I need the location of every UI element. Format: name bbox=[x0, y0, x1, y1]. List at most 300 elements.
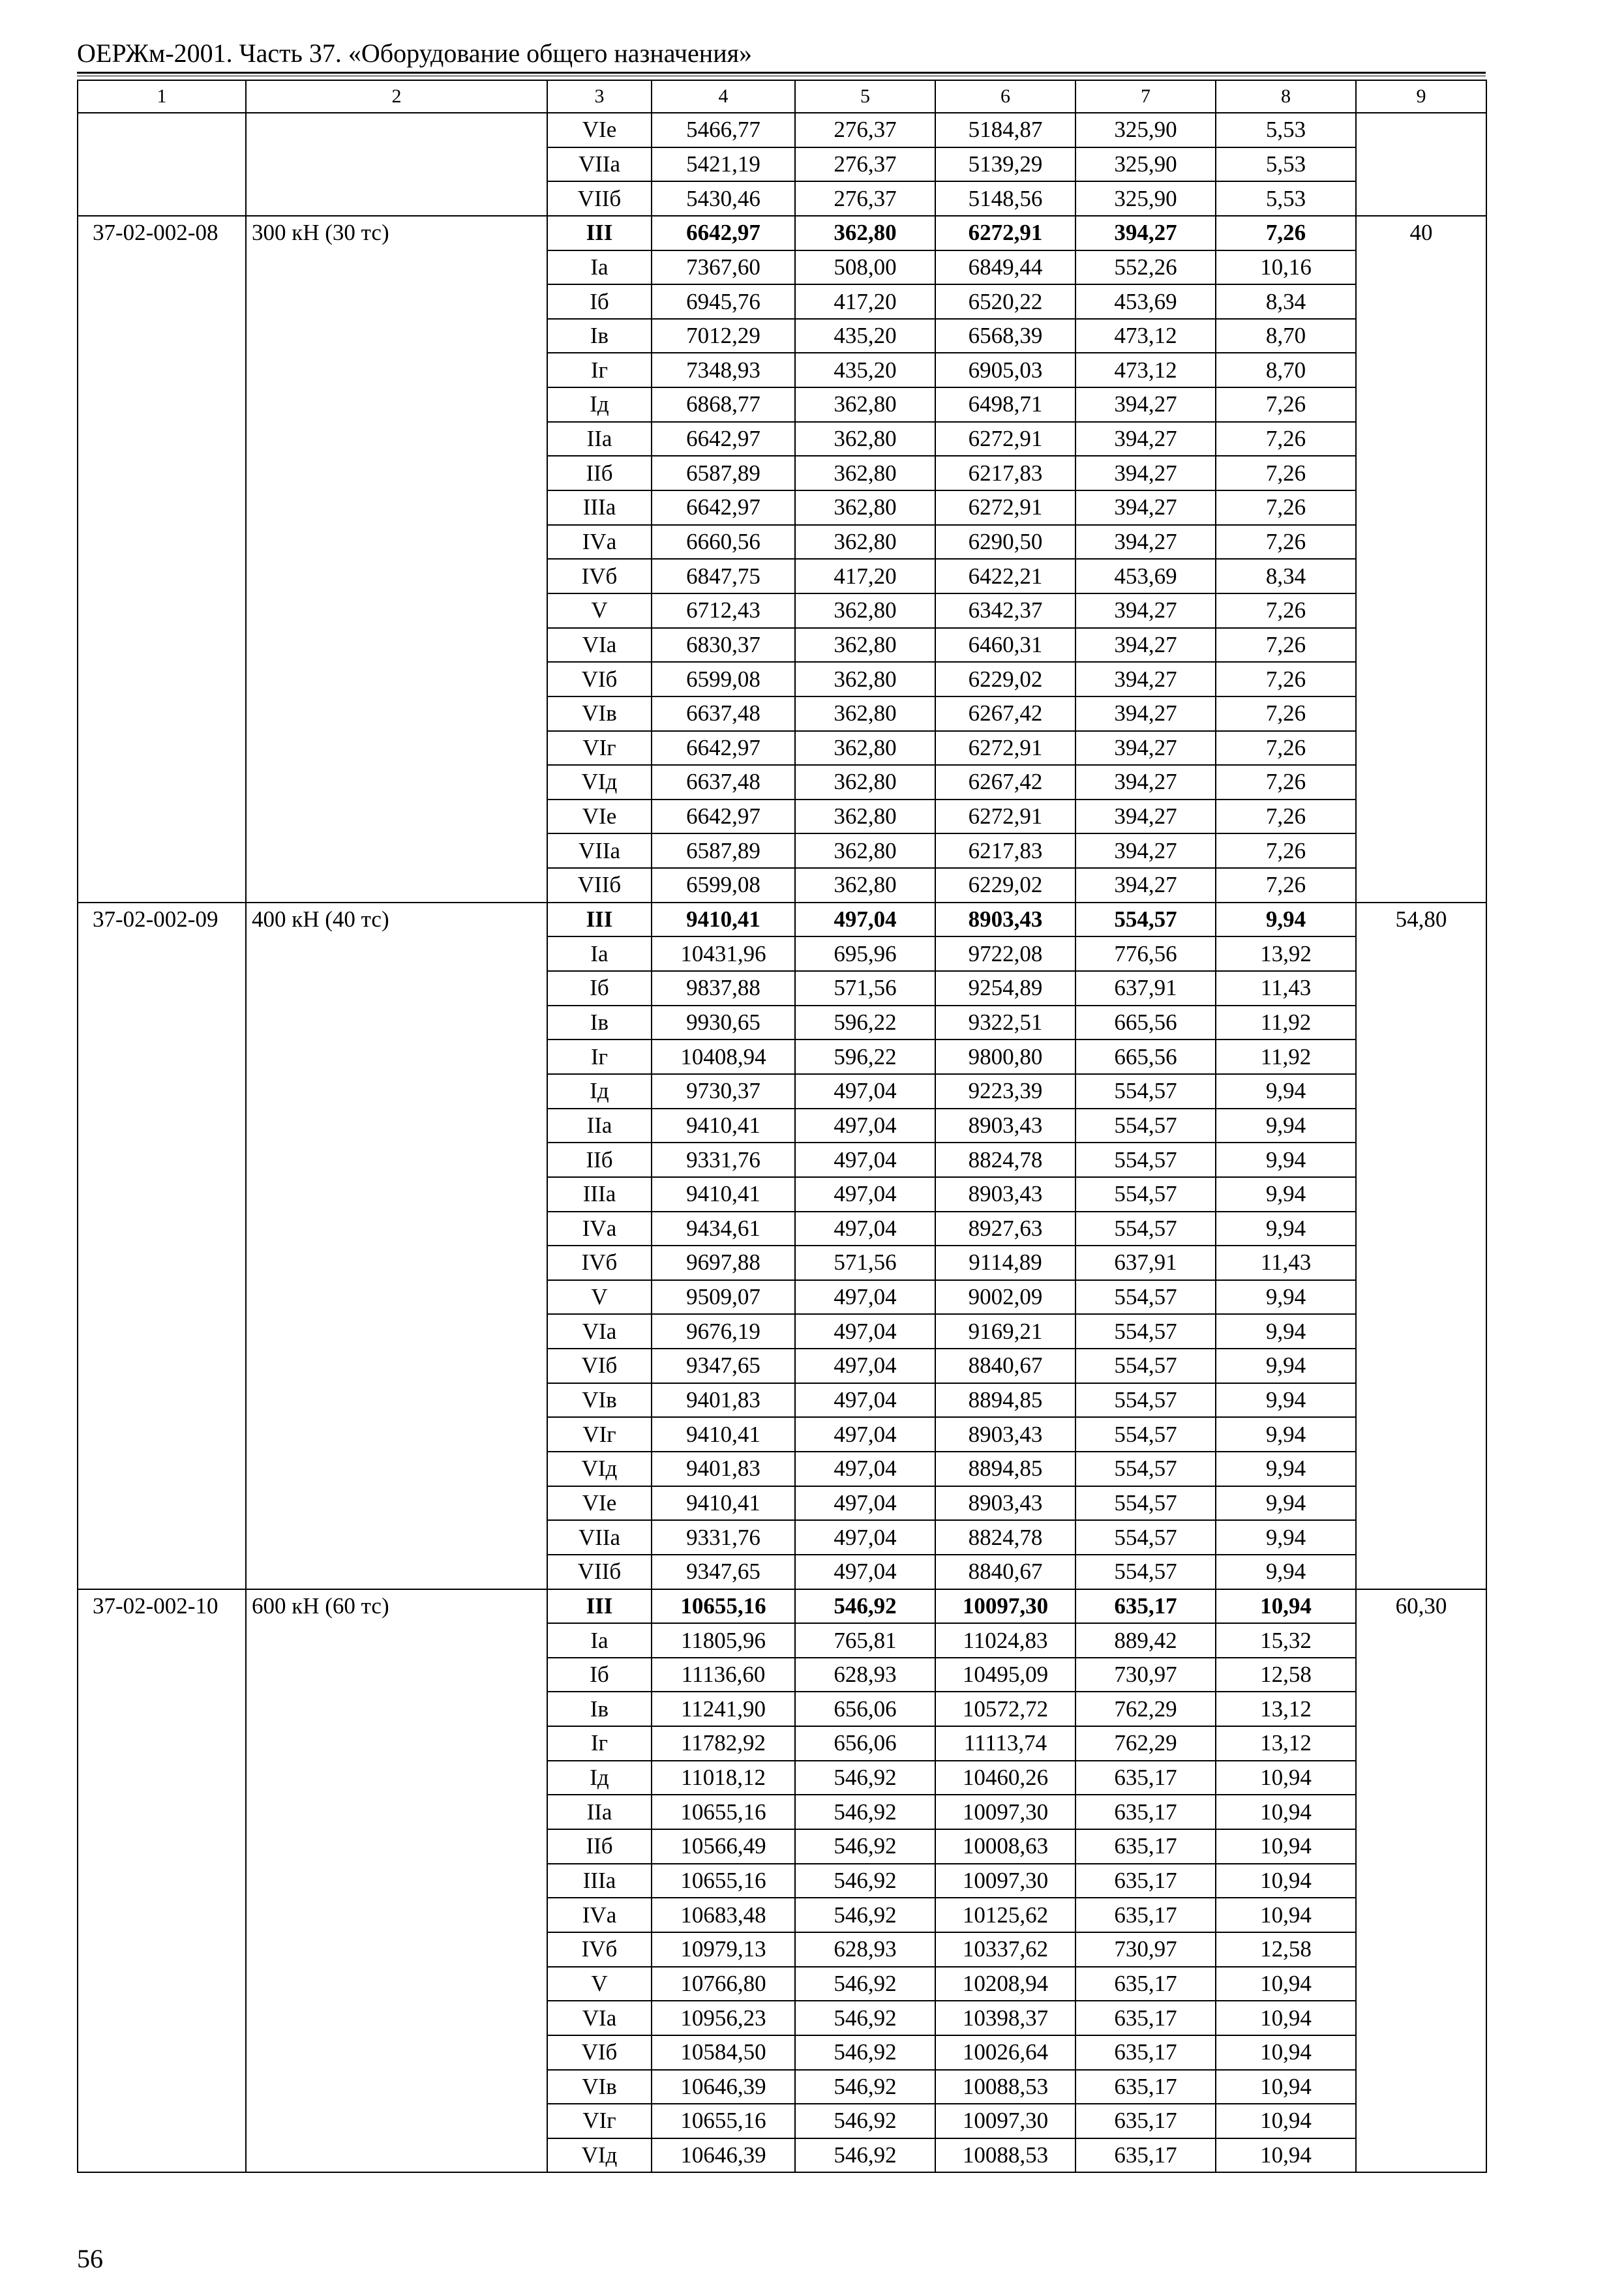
value-cell: 362,80 bbox=[795, 800, 935, 834]
zone-cell: VIIа bbox=[547, 833, 652, 868]
value-cell: 730,97 bbox=[1075, 1658, 1216, 1692]
table-row bbox=[78, 216, 1486, 250]
value-cell: 394,27 bbox=[1075, 422, 1216, 456]
value-cell: 394,27 bbox=[1075, 696, 1216, 731]
value-cell: 635,17 bbox=[1075, 1864, 1216, 1898]
value-cell: 11024,83 bbox=[935, 1623, 1075, 1658]
zone-cell: IIа bbox=[547, 1795, 652, 1829]
value-cell: 6642,97 bbox=[652, 800, 795, 834]
column9-cell: 60,30 bbox=[1356, 1589, 1486, 2173]
column-number: 7 bbox=[1075, 80, 1216, 113]
value-cell: 10,16 bbox=[1216, 250, 1356, 285]
value-cell: 394,27 bbox=[1075, 525, 1216, 560]
value-cell: 9,94 bbox=[1216, 1349, 1356, 1383]
zone-cell: VIе bbox=[547, 1486, 652, 1521]
zone-cell: VIе bbox=[547, 113, 652, 147]
value-cell: 497,04 bbox=[795, 1177, 935, 1212]
zone-cell: Iв bbox=[547, 1006, 652, 1040]
value-cell: 6520,22 bbox=[935, 284, 1075, 319]
value-cell: 7,26 bbox=[1216, 628, 1356, 663]
value-cell: 362,80 bbox=[795, 422, 935, 456]
value-cell: 10,94 bbox=[1216, 1864, 1356, 1898]
zone-cell: VIд bbox=[547, 765, 652, 800]
value-cell: 9722,08 bbox=[935, 936, 1075, 971]
rate-code-cell: 37-02-002-09 bbox=[78, 903, 246, 1589]
column-number: 6 bbox=[935, 80, 1075, 113]
value-cell: 9322,51 bbox=[935, 1006, 1075, 1040]
value-cell: 762,29 bbox=[1075, 1726, 1216, 1761]
value-cell: 11,43 bbox=[1216, 971, 1356, 1006]
value-cell: 10566,49 bbox=[652, 1829, 795, 1864]
value-cell: 628,93 bbox=[795, 1932, 935, 1967]
value-cell: 9800,80 bbox=[935, 1040, 1075, 1074]
value-cell: 6642,97 bbox=[652, 731, 795, 766]
value-cell: 762,29 bbox=[1075, 1692, 1216, 1726]
value-cell: 10097,30 bbox=[935, 2104, 1075, 2138]
price-table bbox=[77, 80, 1487, 2173]
value-cell: 362,80 bbox=[795, 868, 935, 903]
zone-cell: VIд bbox=[547, 2138, 652, 2173]
value-cell: 13,12 bbox=[1216, 1692, 1356, 1726]
value-cell: 9,94 bbox=[1216, 1177, 1356, 1212]
value-cell: 635,17 bbox=[1075, 1589, 1216, 1624]
value-cell: 497,04 bbox=[795, 1109, 935, 1143]
value-cell: 9,94 bbox=[1216, 1486, 1356, 1521]
value-cell: 394,27 bbox=[1075, 216, 1216, 250]
zone-cell: Iд bbox=[547, 1761, 652, 1795]
value-cell: 394,27 bbox=[1075, 456, 1216, 490]
value-cell: 497,04 bbox=[795, 1383, 935, 1418]
value-cell: 7,26 bbox=[1216, 525, 1356, 560]
value-cell: 10088,53 bbox=[935, 2070, 1075, 2104]
value-cell: 497,04 bbox=[795, 1280, 935, 1315]
value-cell: 8903,43 bbox=[935, 1177, 1075, 1212]
value-cell: 453,69 bbox=[1075, 559, 1216, 593]
value-cell: 554,57 bbox=[1075, 1143, 1216, 1177]
value-cell: 6637,48 bbox=[652, 696, 795, 731]
value-cell: 10,94 bbox=[1216, 1898, 1356, 1932]
value-cell: 10495,09 bbox=[935, 1658, 1075, 1692]
value-cell: 7,26 bbox=[1216, 731, 1356, 766]
value-cell: 497,04 bbox=[795, 1074, 935, 1109]
value-cell: 6229,02 bbox=[935, 662, 1075, 696]
value-cell: 9,94 bbox=[1216, 1555, 1356, 1589]
value-cell: 776,56 bbox=[1075, 936, 1216, 971]
value-cell: 435,20 bbox=[795, 319, 935, 353]
value-cell: 635,17 bbox=[1075, 2001, 1216, 2035]
value-cell: 10337,62 bbox=[935, 1932, 1075, 1967]
zone-cell: IIа bbox=[547, 422, 652, 456]
value-cell: 554,57 bbox=[1075, 1520, 1216, 1555]
value-cell: 635,17 bbox=[1075, 1795, 1216, 1829]
zone-cell: VIа bbox=[547, 1314, 652, 1349]
value-cell: 497,04 bbox=[795, 1417, 935, 1452]
value-cell: 12,58 bbox=[1216, 1658, 1356, 1692]
value-cell: 546,92 bbox=[795, 1589, 935, 1624]
value-cell: 6587,89 bbox=[652, 833, 795, 868]
value-cell: 9331,76 bbox=[652, 1520, 795, 1555]
value-cell: 6587,89 bbox=[652, 456, 795, 490]
value-cell: 10,94 bbox=[1216, 2104, 1356, 2138]
value-cell: 6945,76 bbox=[652, 284, 795, 319]
value-cell: 497,04 bbox=[795, 1314, 935, 1349]
zone-cell: VIIа bbox=[547, 1520, 652, 1555]
column-number: 5 bbox=[795, 80, 935, 113]
value-cell: 5,53 bbox=[1216, 113, 1356, 147]
value-cell: 6642,97 bbox=[652, 216, 795, 250]
value-cell: 554,57 bbox=[1075, 1212, 1216, 1246]
value-cell: 9331,76 bbox=[652, 1143, 795, 1177]
column-number: 2 bbox=[246, 80, 547, 113]
column-number: 4 bbox=[652, 80, 795, 113]
value-cell: 6637,48 bbox=[652, 765, 795, 800]
value-cell: 11018,12 bbox=[652, 1761, 795, 1795]
value-cell: 695,96 bbox=[795, 936, 935, 971]
zone-cell: VIIб bbox=[547, 868, 652, 903]
value-cell: 9,94 bbox=[1216, 1212, 1356, 1246]
value-cell: 9254,89 bbox=[935, 971, 1075, 1006]
zone-cell: VIд bbox=[547, 1452, 652, 1486]
value-cell: 546,92 bbox=[795, 1795, 935, 1829]
value-cell: 394,27 bbox=[1075, 800, 1216, 834]
zone-cell: Iд bbox=[547, 387, 652, 422]
value-cell: 6905,03 bbox=[935, 353, 1075, 387]
value-cell: 362,80 bbox=[795, 456, 935, 490]
value-cell: 10766,80 bbox=[652, 1967, 795, 2001]
value-cell: 7,26 bbox=[1216, 593, 1356, 628]
value-cell: 6342,37 bbox=[935, 593, 1075, 628]
zone-cell: IVа bbox=[547, 1898, 652, 1932]
value-cell: 6660,56 bbox=[652, 525, 795, 560]
table-row bbox=[78, 113, 1486, 147]
value-cell: 635,17 bbox=[1075, 2138, 1216, 2173]
value-cell: 6642,97 bbox=[652, 422, 795, 456]
value-cell: 765,81 bbox=[795, 1623, 935, 1658]
value-cell: 497,04 bbox=[795, 1555, 935, 1589]
value-cell: 546,92 bbox=[795, 2070, 935, 2104]
value-cell: 6847,75 bbox=[652, 559, 795, 593]
zone-cell: IVа bbox=[547, 525, 652, 560]
value-cell: 276,37 bbox=[795, 113, 935, 147]
zone-cell: VIг bbox=[547, 2104, 652, 2138]
value-cell: 6290,50 bbox=[935, 525, 1075, 560]
column-number-row bbox=[78, 80, 1486, 113]
zone-cell: VIв bbox=[547, 1383, 652, 1418]
value-cell: 6229,02 bbox=[935, 868, 1075, 903]
value-cell: 5421,19 bbox=[652, 147, 795, 182]
value-cell: 637,91 bbox=[1075, 1246, 1216, 1280]
value-cell: 8894,85 bbox=[935, 1452, 1075, 1486]
zone-cell: Iг bbox=[547, 353, 652, 387]
value-cell: 6272,91 bbox=[935, 731, 1075, 766]
zone-cell: Iг bbox=[547, 1040, 652, 1074]
value-cell: 10,94 bbox=[1216, 1761, 1356, 1795]
value-cell: 7,26 bbox=[1216, 387, 1356, 422]
value-cell: 554,57 bbox=[1075, 1555, 1216, 1589]
value-cell: 730,97 bbox=[1075, 1932, 1216, 1967]
rate-code-cell: 37-02-002-10 bbox=[78, 1589, 246, 2173]
value-cell: 552,26 bbox=[1075, 250, 1216, 285]
value-cell: 394,27 bbox=[1075, 628, 1216, 663]
zone-cell: Iа bbox=[547, 250, 652, 285]
table-row bbox=[78, 903, 1486, 937]
value-cell: 9347,65 bbox=[652, 1555, 795, 1589]
value-cell: 9114,89 bbox=[935, 1246, 1075, 1280]
zone-cell: IIIа bbox=[547, 1864, 652, 1898]
value-cell: 362,80 bbox=[795, 662, 935, 696]
value-cell: 497,04 bbox=[795, 903, 935, 937]
value-cell: 362,80 bbox=[795, 593, 935, 628]
zone-cell: VIа bbox=[547, 628, 652, 663]
value-cell: 554,57 bbox=[1075, 1074, 1216, 1109]
value-cell: 554,57 bbox=[1075, 1486, 1216, 1521]
value-cell: 362,80 bbox=[795, 490, 935, 525]
zone-cell: IIа bbox=[547, 1109, 652, 1143]
value-cell: 11782,92 bbox=[652, 1726, 795, 1761]
value-cell: 6599,08 bbox=[652, 662, 795, 696]
value-cell: 554,57 bbox=[1075, 1349, 1216, 1383]
zone-cell: V bbox=[547, 593, 652, 628]
value-cell: 8,70 bbox=[1216, 319, 1356, 353]
value-cell: 11,43 bbox=[1216, 1246, 1356, 1280]
table-row bbox=[78, 1589, 1486, 1624]
value-cell: 11,92 bbox=[1216, 1040, 1356, 1074]
rate-code-cell bbox=[78, 113, 246, 216]
value-cell: 5184,87 bbox=[935, 113, 1075, 147]
value-cell: 10008,63 bbox=[935, 1829, 1075, 1864]
zone-cell: III bbox=[547, 216, 652, 250]
page-header-title: ОЕРЖм-2001. Часть 37. «Оборудование общего назначения» bbox=[77, 38, 752, 68]
value-cell: 473,12 bbox=[1075, 353, 1216, 387]
value-cell: 10097,30 bbox=[935, 1864, 1075, 1898]
zone-cell: VIб bbox=[547, 1349, 652, 1383]
value-cell: 10398,37 bbox=[935, 2001, 1075, 2035]
value-cell: 394,27 bbox=[1075, 833, 1216, 868]
zone-cell: IIб bbox=[547, 456, 652, 490]
value-cell: 9,94 bbox=[1216, 1074, 1356, 1109]
value-cell: 7367,60 bbox=[652, 250, 795, 285]
value-cell: 394,27 bbox=[1075, 868, 1216, 903]
value-cell: 10683,48 bbox=[652, 1898, 795, 1932]
value-cell: 546,92 bbox=[795, 1829, 935, 1864]
value-cell: 9730,37 bbox=[652, 1074, 795, 1109]
value-cell: 554,57 bbox=[1075, 1177, 1216, 1212]
value-cell: 8824,78 bbox=[935, 1143, 1075, 1177]
price-table-body bbox=[78, 80, 1486, 2172]
zone-cell: Iд bbox=[547, 1074, 652, 1109]
column9-cell bbox=[1356, 113, 1486, 216]
zone-cell: VIа bbox=[547, 2001, 652, 2035]
zone-cell: IIIа bbox=[547, 490, 652, 525]
page-number: 56 bbox=[77, 2244, 103, 2273]
value-cell: 362,80 bbox=[795, 696, 935, 731]
value-cell: 394,27 bbox=[1075, 593, 1216, 628]
value-cell: 10979,13 bbox=[652, 1932, 795, 1967]
load-capacity-cell: 600 кН (60 тс) bbox=[246, 1589, 547, 2173]
value-cell: 8894,85 bbox=[935, 1383, 1075, 1418]
value-cell: 10,94 bbox=[1216, 1829, 1356, 1864]
value-cell: 665,56 bbox=[1075, 1006, 1216, 1040]
value-cell: 12,58 bbox=[1216, 1932, 1356, 1967]
value-cell: 10646,39 bbox=[652, 2138, 795, 2173]
value-cell: 362,80 bbox=[795, 387, 935, 422]
value-cell: 13,92 bbox=[1216, 936, 1356, 971]
value-cell: 6422,21 bbox=[935, 559, 1075, 593]
value-cell: 9410,41 bbox=[652, 1486, 795, 1521]
value-cell: 546,92 bbox=[795, 2104, 935, 2138]
value-cell: 11805,96 bbox=[652, 1623, 795, 1658]
column9-cell: 54,80 bbox=[1356, 903, 1486, 1589]
value-cell: 10646,39 bbox=[652, 2070, 795, 2104]
value-cell: 325,90 bbox=[1075, 147, 1216, 182]
value-cell: 10088,53 bbox=[935, 2138, 1075, 2173]
zone-cell: IIб bbox=[547, 1143, 652, 1177]
value-cell: 635,17 bbox=[1075, 2070, 1216, 2104]
value-cell: 596,22 bbox=[795, 1006, 935, 1040]
value-cell: 8903,43 bbox=[935, 903, 1075, 937]
value-cell: 8,70 bbox=[1216, 353, 1356, 387]
value-cell: 453,69 bbox=[1075, 284, 1216, 319]
zone-cell: Iб bbox=[547, 284, 652, 319]
value-cell: 546,92 bbox=[795, 1864, 935, 1898]
value-cell: 8840,67 bbox=[935, 1349, 1075, 1383]
value-cell: 9930,65 bbox=[652, 1006, 795, 1040]
zone-cell: VIIа bbox=[547, 147, 652, 182]
value-cell: 6267,42 bbox=[935, 696, 1075, 731]
value-cell: 7348,93 bbox=[652, 353, 795, 387]
value-cell: 10,94 bbox=[1216, 1795, 1356, 1829]
value-cell: 9410,41 bbox=[652, 1177, 795, 1212]
value-cell: 13,12 bbox=[1216, 1726, 1356, 1761]
zone-cell: VIIб bbox=[547, 1555, 652, 1589]
zone-cell: Iв bbox=[547, 319, 652, 353]
value-cell: 628,93 bbox=[795, 1658, 935, 1692]
value-cell: 362,80 bbox=[795, 731, 935, 766]
value-cell: 497,04 bbox=[795, 1486, 935, 1521]
value-cell: 7,26 bbox=[1216, 800, 1356, 834]
value-cell: 7,26 bbox=[1216, 696, 1356, 731]
value-cell: 6498,71 bbox=[935, 387, 1075, 422]
value-cell: 9697,88 bbox=[652, 1246, 795, 1280]
zone-cell: IVб bbox=[547, 1932, 652, 1967]
value-cell: 6830,37 bbox=[652, 628, 795, 663]
value-cell: 546,92 bbox=[795, 2035, 935, 2070]
value-cell: 9837,88 bbox=[652, 971, 795, 1006]
value-cell: 5139,29 bbox=[935, 147, 1075, 182]
value-cell: 10655,16 bbox=[652, 1589, 795, 1624]
value-cell: 10460,26 bbox=[935, 1761, 1075, 1795]
value-cell: 417,20 bbox=[795, 559, 935, 593]
value-cell: 394,27 bbox=[1075, 662, 1216, 696]
load-capacity-cell: 300 кН (30 тс) bbox=[246, 216, 547, 903]
value-cell: 11136,60 bbox=[652, 1658, 795, 1692]
value-cell: 497,04 bbox=[795, 1212, 935, 1246]
value-cell: 554,57 bbox=[1075, 1452, 1216, 1486]
value-cell: 6272,91 bbox=[935, 422, 1075, 456]
zone-cell: Iа bbox=[547, 1623, 652, 1658]
value-cell: 6599,08 bbox=[652, 868, 795, 903]
value-cell: 9401,83 bbox=[652, 1383, 795, 1418]
value-cell: 10956,23 bbox=[652, 2001, 795, 2035]
value-cell: 6642,97 bbox=[652, 490, 795, 525]
value-cell: 6272,91 bbox=[935, 800, 1075, 834]
value-cell: 596,22 bbox=[795, 1040, 935, 1074]
value-cell: 497,04 bbox=[795, 1452, 935, 1486]
zone-cell: V bbox=[547, 1280, 652, 1315]
value-cell: 665,56 bbox=[1075, 1040, 1216, 1074]
value-cell: 325,90 bbox=[1075, 181, 1216, 216]
value-cell: 8,34 bbox=[1216, 284, 1356, 319]
value-cell: 362,80 bbox=[795, 628, 935, 663]
value-cell: 554,57 bbox=[1075, 1314, 1216, 1349]
value-cell: 10,94 bbox=[1216, 2035, 1356, 2070]
zone-cell: Iб bbox=[547, 971, 652, 1006]
value-cell: 7,26 bbox=[1216, 868, 1356, 903]
value-cell: 10408,94 bbox=[652, 1040, 795, 1074]
column-number: 3 bbox=[547, 80, 652, 113]
value-cell: 435,20 bbox=[795, 353, 935, 387]
header-rule bbox=[77, 72, 1486, 74]
value-cell: 7,26 bbox=[1216, 833, 1356, 868]
value-cell: 9,94 bbox=[1216, 1520, 1356, 1555]
value-cell: 6217,83 bbox=[935, 456, 1075, 490]
value-cell: 554,57 bbox=[1075, 903, 1216, 937]
value-cell: 635,17 bbox=[1075, 2035, 1216, 2070]
value-cell: 554,57 bbox=[1075, 1417, 1216, 1452]
value-cell: 5148,56 bbox=[935, 181, 1075, 216]
zone-cell: IIIа bbox=[547, 1177, 652, 1212]
value-cell: 9169,21 bbox=[935, 1314, 1075, 1349]
value-cell: 394,27 bbox=[1075, 387, 1216, 422]
value-cell: 11113,74 bbox=[935, 1726, 1075, 1761]
zone-cell: VIв bbox=[547, 696, 652, 731]
value-cell: 9223,39 bbox=[935, 1074, 1075, 1109]
value-cell: 362,80 bbox=[795, 216, 935, 250]
value-cell: 9,94 bbox=[1216, 1383, 1356, 1418]
value-cell: 497,04 bbox=[795, 1520, 935, 1555]
zone-cell: VIб bbox=[547, 662, 652, 696]
value-cell: 635,17 bbox=[1075, 1761, 1216, 1795]
value-cell: 9002,09 bbox=[935, 1280, 1075, 1315]
value-cell: 546,92 bbox=[795, 1898, 935, 1932]
value-cell: 10097,30 bbox=[935, 1795, 1075, 1829]
zone-cell: Iа bbox=[547, 936, 652, 971]
value-cell: 11,92 bbox=[1216, 1006, 1356, 1040]
value-cell: 9,94 bbox=[1216, 1280, 1356, 1315]
value-cell: 7,26 bbox=[1216, 422, 1356, 456]
value-cell: 10655,16 bbox=[652, 1795, 795, 1829]
value-cell: 9,94 bbox=[1216, 903, 1356, 937]
zone-cell: VIе bbox=[547, 800, 652, 834]
value-cell: 8927,63 bbox=[935, 1212, 1075, 1246]
value-cell: 8903,43 bbox=[935, 1109, 1075, 1143]
rate-code-cell: 37-02-002-08 bbox=[78, 216, 246, 903]
value-cell: 9,94 bbox=[1216, 1452, 1356, 1486]
value-cell: 7,26 bbox=[1216, 456, 1356, 490]
value-cell: 6460,31 bbox=[935, 628, 1075, 663]
column-number: 1 bbox=[78, 80, 246, 113]
value-cell: 11241,90 bbox=[652, 1692, 795, 1726]
zone-cell: IVа bbox=[547, 1212, 652, 1246]
zone-cell: III bbox=[547, 1589, 652, 1624]
value-cell: 276,37 bbox=[795, 181, 935, 216]
value-cell: 7012,29 bbox=[652, 319, 795, 353]
value-cell: 546,92 bbox=[795, 2001, 935, 2035]
value-cell: 10125,62 bbox=[935, 1898, 1075, 1932]
value-cell: 546,92 bbox=[795, 1761, 935, 1795]
value-cell: 10655,16 bbox=[652, 2104, 795, 2138]
value-cell: 6217,83 bbox=[935, 833, 1075, 868]
